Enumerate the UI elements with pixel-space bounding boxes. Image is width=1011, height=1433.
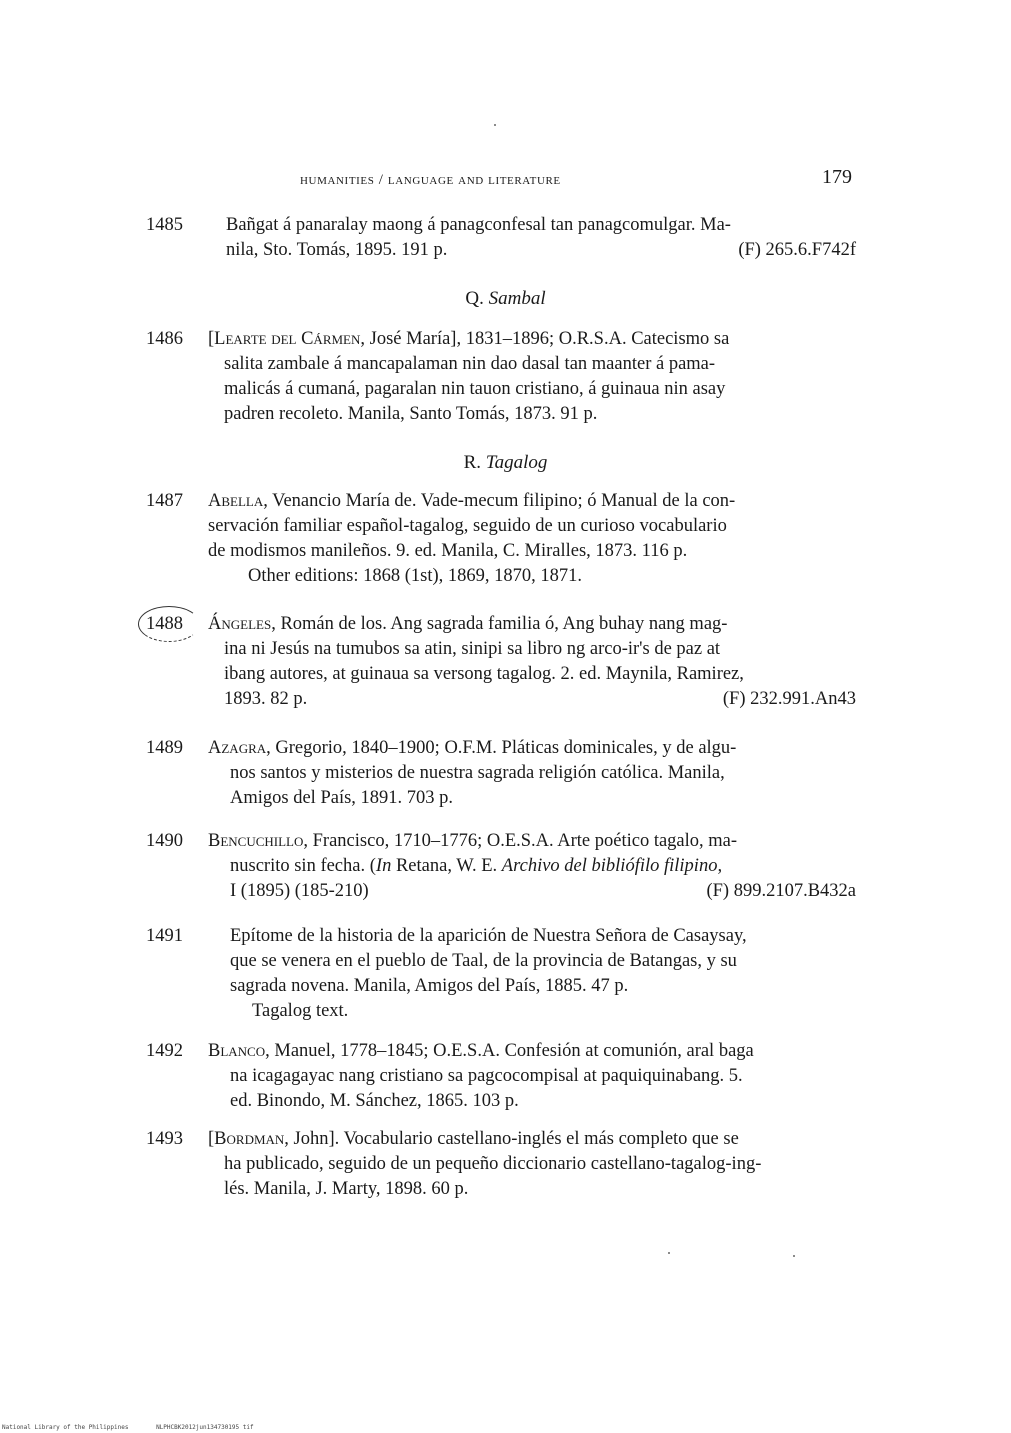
author-name: Azagra, [208, 738, 271, 758]
entry-line: Blanco, Manuel, 1778–1845; O.E.S.A. Confesión at comunión, aral baga [208, 1041, 754, 1061]
entry-line: nos santos y misterios de nuestra sagrada religión católica. Manila, [230, 763, 725, 783]
author-name: Learte del Cármen, [214, 329, 366, 349]
section-letter: Q. [465, 288, 484, 309]
entry-line: Abella, Venancio María de. Vade-mecum filipino; ó Manual de la con- [208, 491, 736, 511]
author-name: Blanco, [208, 1041, 270, 1061]
entry-line: [Learte del Cármen, José María], 1831–1896; O.R.S.A. Catecismo sa [208, 329, 730, 349]
entry-line [208, 687, 856, 712]
entry-number: 1489 [146, 738, 183, 758]
entry-line: ed. Binondo, M. Sánchez, 1865. 103 p. [230, 1091, 519, 1111]
author-name: Bencuchillo, [208, 831, 309, 851]
entry-imprint: I (1895) (185-210) [230, 881, 369, 901]
call-number: (F) 899.2107.B432a [706, 881, 856, 901]
entry-line: ha publicado, seguido de un pequeño diccionario castellano-tagalog-ing- [224, 1154, 762, 1174]
entry-text [208, 489, 856, 589]
entry-note: Other editions: 1868 (1st), 1869, 1870, 1871. [248, 566, 583, 586]
author-name: Bordman, [214, 1129, 289, 1149]
entry-number: 1485 [146, 215, 183, 235]
entry-number: 1491 [146, 926, 183, 946]
entry-line: Epítome de la historia de la aparición de Nuestra Señora de Casaysay, [230, 926, 747, 946]
call-number: (F) 232.991.An43 [722, 689, 856, 709]
running-head: humanities / language and literature [300, 172, 561, 188]
entry-line [226, 238, 856, 263]
series-title: Archivo del bibliófilo filipino, [501, 856, 723, 876]
entry-1488 [146, 612, 856, 714]
footer-library: National Library of the Philippines [2, 1424, 129, 1431]
entry-text [208, 1127, 856, 1202]
entry-number: 1493 [146, 1129, 183, 1149]
entry-text [208, 1039, 856, 1114]
entry-line [208, 879, 856, 904]
entry-1485 [146, 213, 856, 265]
entry-1490 [146, 829, 856, 907]
entry-line: malicás á cumaná, pagaralan nin tauon cristiano, á guinaua nin asay [224, 379, 726, 399]
section-name: Tagalog [485, 452, 548, 473]
entry-line: de modismos manileños. 9. ed. Manila, C. Miralles, 1873. 116 p. [208, 541, 688, 561]
entry-imprint: nila, Sto. Tomás, 1895. 191 p. [226, 240, 448, 260]
entry-line: ina ni Jesús na tumubos sa atin, sinipi sa libro ng arco-ir's de paz at [224, 639, 721, 659]
scan-speck [494, 124, 496, 126]
section-letter: R. [463, 452, 482, 473]
entry-1487 [146, 489, 856, 591]
entry-text [208, 829, 856, 904]
scan-footer [2, 1424, 278, 1431]
entry-number: 1490 [146, 831, 183, 851]
entry-number: 1492 [146, 1041, 183, 1061]
entry-line: Ángeles, Román de los. Ang sagrada familia ó, Ang buhay nang mag- [208, 614, 728, 634]
entry-line: Bencuchillo, Francisco, 1710–1776; O.E.S.A. Arte poético tagalo, ma- [208, 831, 738, 851]
entry-note: Tagalog text. [252, 1001, 349, 1021]
section-name: Sambal [488, 288, 546, 309]
page-header [300, 168, 852, 190]
entry-text [208, 736, 856, 811]
entry-line: Amigos del País, 1891. 703 p. [230, 788, 454, 808]
entry-text [230, 924, 856, 1024]
entry-line: que se venera en el pueblo de Taal, de la provincia de Batangas, y su [230, 951, 737, 971]
entry-imprint: 1893. 82 p. [224, 689, 308, 709]
page-number: 179 [822, 166, 852, 188]
entry-line: lés. Manila, J. Marty, 1898. 60 p. [224, 1179, 469, 1199]
entry-line: padren recoleto. Manila, Santo Tomás, 1873. 91 p. [224, 404, 598, 424]
entry-line: nuscrito sin fecha. (In Retana, W. E. Archivo del bibliófilo filipino, [230, 856, 723, 876]
scan-speck [793, 1255, 795, 1257]
entry-line: Azagra, Gregorio, 1840–1900; O.F.M. Pláticas dominicales, y de algu- [208, 738, 737, 758]
entry-1486 [146, 327, 856, 429]
entry-text [208, 327, 856, 427]
entry-line: [Bordman, John]. Vocabulario castellano-inglés el más completo que se [208, 1129, 739, 1149]
section-heading-q [0, 288, 1011, 310]
entry-line: sagrada novena. Manila, Amigos del País, 1885. 47 p. [230, 976, 629, 996]
entry-line: salita zambale á mancapalaman nin dao dasal tan maanter á pama- [224, 354, 716, 374]
handwritten-circle-mark [138, 606, 200, 642]
entry-number: 1486 [146, 329, 183, 349]
entry-1491 [146, 924, 856, 1026]
call-number: (F) 265.6.F742f [738, 240, 856, 260]
entry-1493 [146, 1127, 856, 1205]
entry-1489 [146, 736, 856, 814]
author-name: Abella, [208, 491, 268, 511]
entry-number: 1488 [146, 614, 183, 634]
author-name: Ángeles, [208, 614, 276, 634]
entry-number: 1487 [146, 491, 183, 511]
scan-speck [668, 1252, 670, 1254]
entry-line: na icagagayac nang cristiano sa pagcocompisal at paquiquinabang. 5. [230, 1066, 743, 1086]
section-heading-r [0, 452, 1011, 474]
entry-1492 [146, 1039, 856, 1117]
entry-line: Bañgat á panaralay maong á panagconfesal tan panagcomulgar. Ma- [226, 215, 731, 235]
footer-file-id: NLPHCBK2012jun134730195 tif [156, 1424, 254, 1431]
entry-text [226, 213, 856, 263]
entry-line: ibang autores, at guinaua sa versong tagalog. 2. ed. Maynila, Ramirez, [224, 664, 744, 684]
entry-line: servación familiar español-tagalog, seguido de un curioso vocabulario [208, 516, 727, 536]
entry-text [208, 612, 856, 712]
